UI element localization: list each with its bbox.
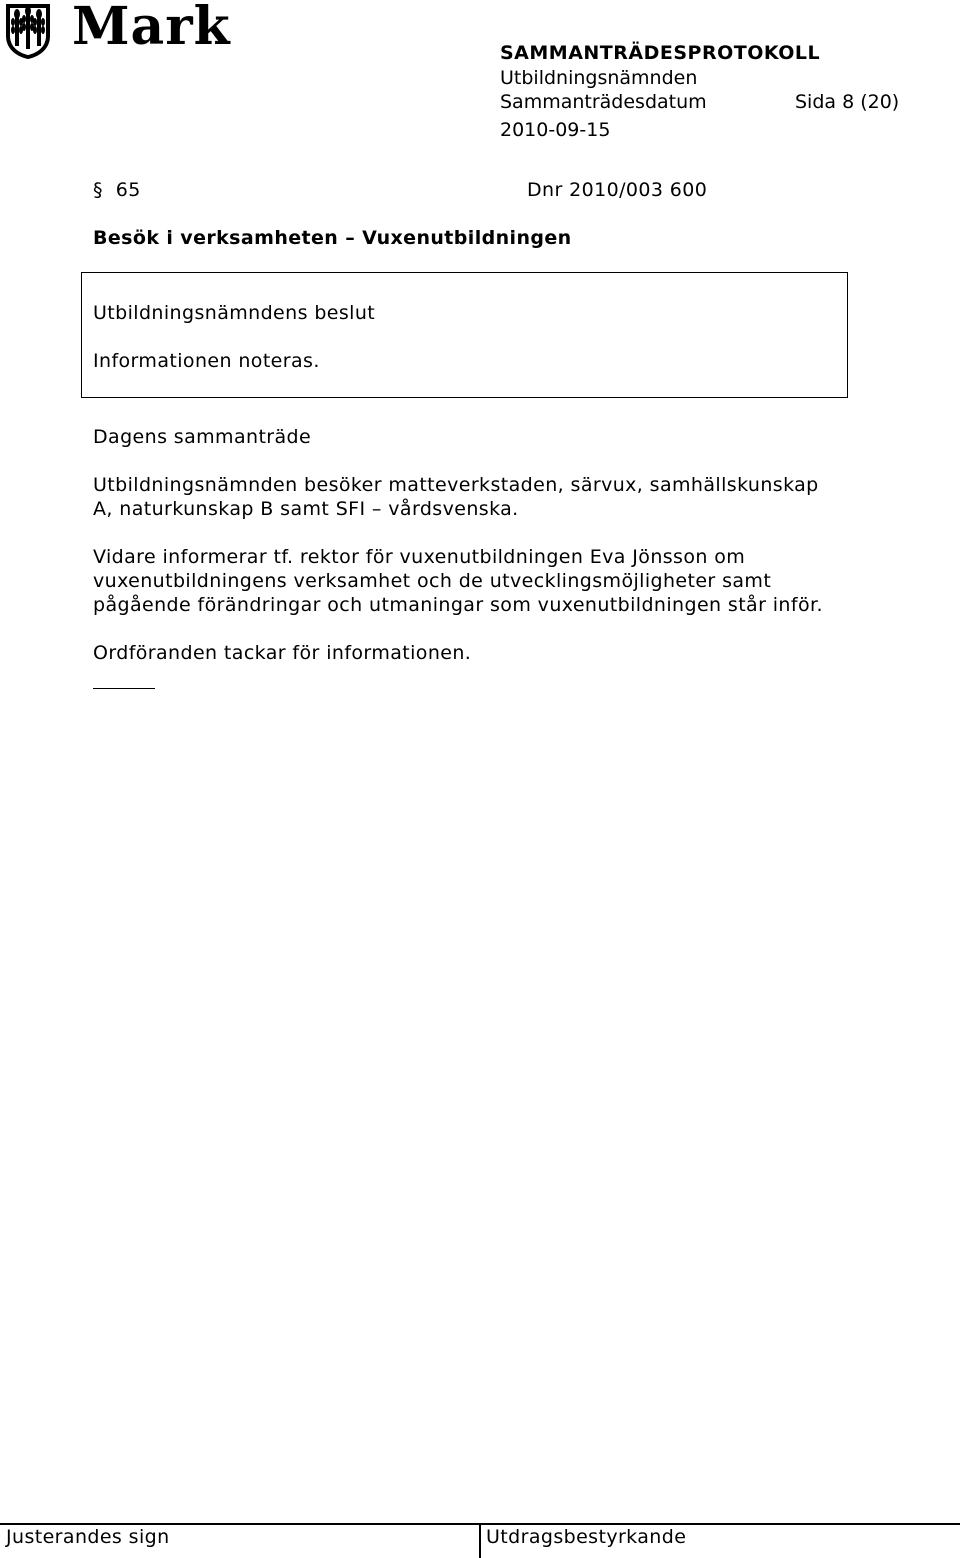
diary-number: Dnr 2010/003 600 (527, 179, 708, 201)
paragraph-number-value: 65 (115, 179, 141, 201)
decision-label: Utbildningsnämndens beslut (93, 302, 376, 324)
coat-of-arms-icon (4, 2, 52, 60)
extract-certification-label: Utdragsbestyrkande (486, 1526, 687, 1548)
logo-wordmark: Mark (72, 0, 231, 57)
decision-text: Informationen noteras. (93, 350, 320, 372)
paragraph-number (93, 179, 141, 201)
section-heading: Besök i verksamheten – Vuxenutbildningen (93, 227, 572, 249)
organization-name: Utbildningsnämnden (500, 67, 698, 89)
page-number: Sida 8 (20) (795, 91, 900, 113)
paragraph-line: Utbildningsnämnden besöker matteverkstaden, särvux, samhällskunskap (93, 474, 819, 496)
paragraph-line: pågående förändringar och utmaningar som vuxenutbildningen står inför. (93, 594, 823, 616)
paragraph-line: A, naturkunskap B samt SFI – vårdsvenska. (93, 498, 519, 520)
meeting-date: 2010-09-15 (500, 119, 611, 141)
paragraph-line: vuxenutbildningens verksamhet och de utvecklingsmöjligheter samt (93, 570, 772, 592)
document-type: SAMMANTRÄDESPROTOKOLL (500, 42, 821, 64)
todays-meeting-label: Dagens sammanträde (93, 426, 312, 448)
meeting-date-label: Sammanträdesdatum (500, 91, 707, 113)
adjuster-signature-label: Justerandes sign (6, 1526, 170, 1548)
footer-divider (479, 1523, 481, 1558)
decision-box (81, 272, 848, 398)
section-sign-icon: § (93, 179, 103, 201)
paragraph-line: Ordföranden tackar för informationen. (93, 642, 472, 664)
section-end-rule (93, 688, 155, 689)
paragraph-line: Vidare informerar tf. rektor för vuxenutbildningen Eva Jönsson om (93, 546, 746, 568)
